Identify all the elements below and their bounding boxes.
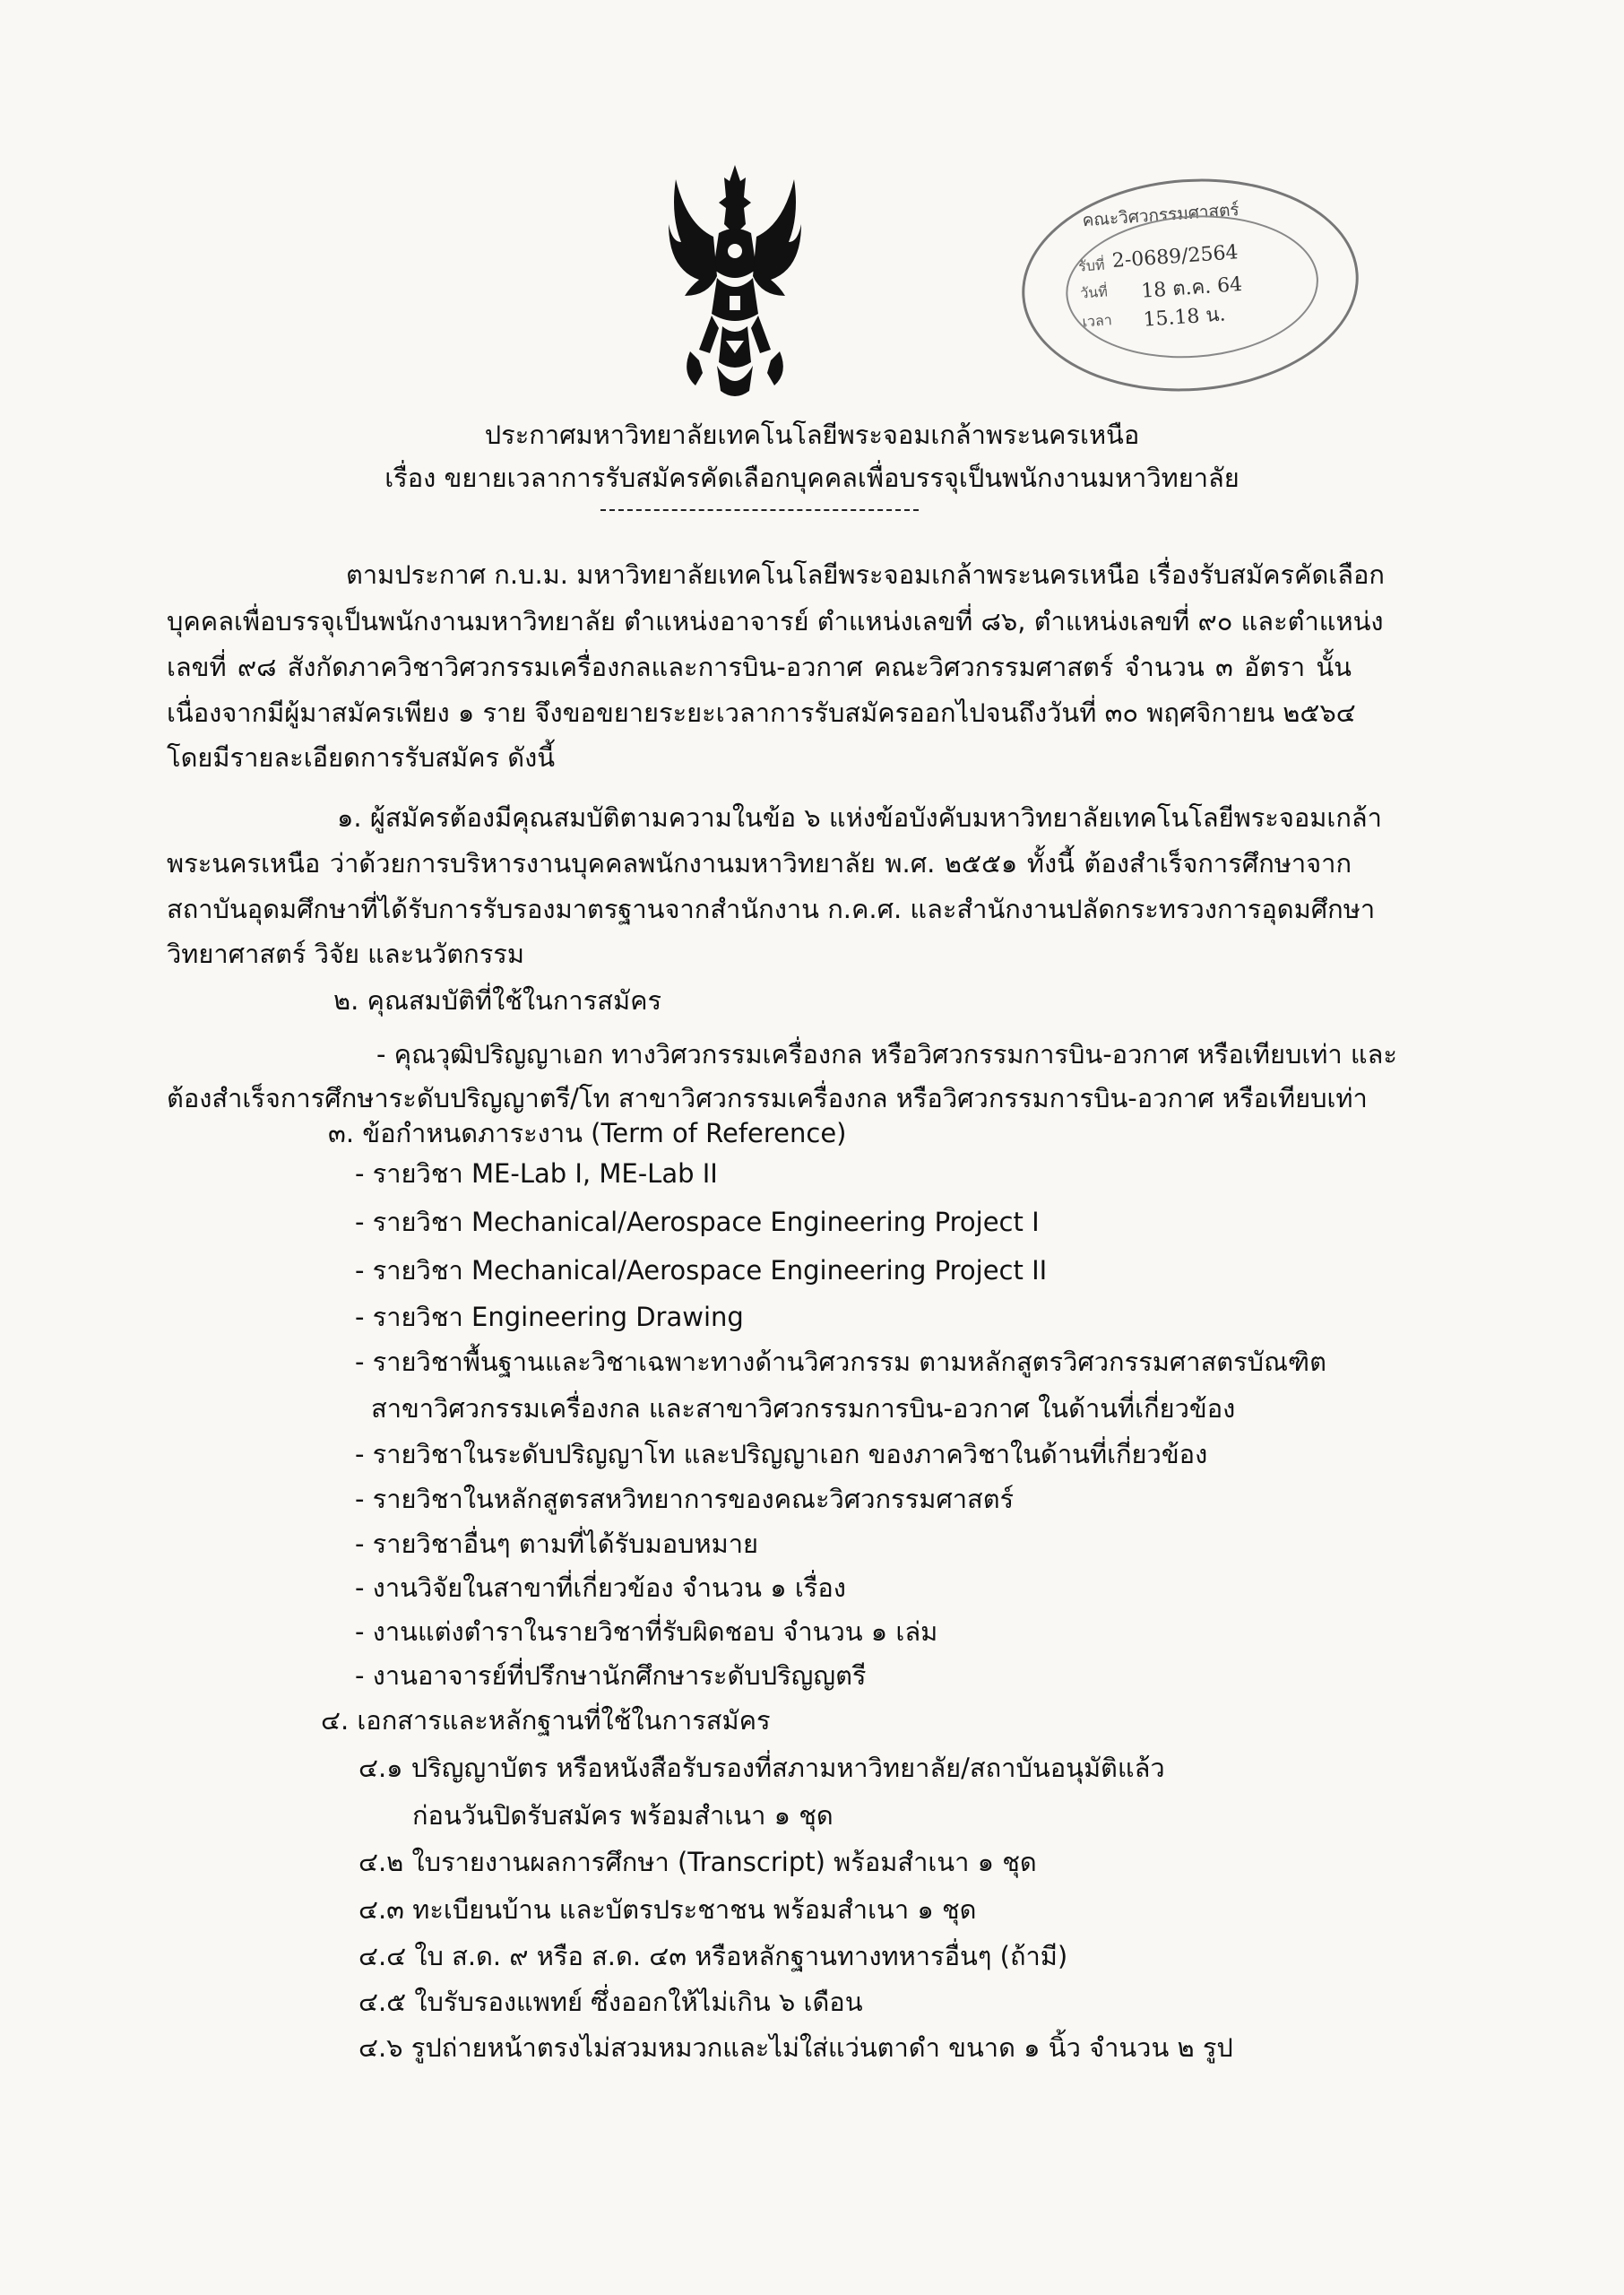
document-item: ๔.๓ ทะเบียนบ้าน และบัตรประชาชน พร้อมสำเนา ๑ ชุด (358, 1894, 977, 1925)
tor-item: - รายวิชา Engineering Drawing (355, 1302, 744, 1332)
section4-heading: ๔. เอกสารและหลักฐานที่ใช้ในการสมัคร (321, 1705, 771, 1736)
tor-item-continued: สาขาวิศวกรรมเครื่องกล และสาขาวิศวกรรมการบิน-อวกาศ ในด้านที่เกี่ยวข้อง (371, 1393, 1236, 1424)
tor-item: - งานวิจัยในสาขาที่เกี่ยวข้อง จำนวน ๑ เรื่อง (355, 1572, 846, 1603)
tor-item: - รายวิชา Mechanical/Aerospace Engineering Project I (355, 1207, 1040, 1237)
document-item: ๔.๒ ใบรายงานผลการศึกษา (Transcript) พร้อมสำเนา ๑ ชุด (358, 1847, 1037, 1877)
title-divider (600, 509, 919, 511)
document-item-continued: ก่อนวันปิดรับสมัคร พร้อมสำเนา ๑ ชุด (412, 1800, 834, 1831)
stamp-date: 18 ต.ค. 64 (1140, 273, 1243, 303)
section1-line: วิทยาศาสตร์ วิจัย และนวัตกรรม (167, 939, 524, 969)
document-item: ๔.๖ รูปถ่ายหน้าตรงไม่สวมหมวกและไม่ใส่แว่นตาดำ ขนาด ๑ นิ้ว จำนวน ๒ รูป (358, 2032, 1233, 2063)
announcement-title: ประกาศมหาวิทยาลัยเทคโนโลยีพระจอมเกล้าพระนครเหนือ (484, 420, 1140, 450)
tor-item: - รายวิชา Mechanical/Aerospace Engineering Project II (355, 1255, 1048, 1286)
tor-item: - รายวิชาอื่นๆ ตามที่ได้รับมอบหมาย (355, 1529, 759, 1559)
stamp-date-label: วันที่ (1079, 282, 1109, 302)
stamp-number: 2-0689/2564 (1111, 241, 1240, 273)
document-item: ๔.๕ ใบรับรองแพทย์ ซึ่งออกให้ไม่เกิน ๖ เดือน (358, 1987, 863, 2017)
intro-line: โดยมีรายละเอียดการรับสมัคร ดังนี้ (167, 742, 556, 773)
stamp-time: 15.18 น. (1142, 303, 1227, 332)
receipt-stamp (1015, 168, 1366, 403)
section1-line: ๑. ผู้สมัครต้องมีคุณสมบัติตามความในข้อ ๖ แห่งข้อบังคับมหาวิทยาลัยเทคโนโลยีพระจอมเกล้า (337, 802, 1382, 833)
announcement-subject: เรื่อง ขยายเวลาการรับสมัครคัดเลือกบุคคลเพื่อบรรจุเป็นพนักงานมหาวิทยาลัย (384, 463, 1240, 493)
stamp-number-label: รับที่ (1077, 255, 1106, 275)
tor-item: - งานอาจารย์ที่ปรึกษานักศึกษาระดับปริญญตรี (355, 1660, 867, 1691)
tor-item: - รายวิชาพื้นฐานและวิชาเฉพาะทางด้านวิศวกรรม ตามหลักสูตรวิศวกรรมศาสตรบัณฑิต (355, 1347, 1326, 1377)
tor-item: - รายวิชา ME-Lab I, ME-Lab II (355, 1158, 718, 1189)
section1-line: สถาบันอุดมศึกษาที่ได้รับการรับรองมาตรฐานจากสำนักงาน ก.ค.ศ. และสำนักงานปลัดกระทรวงการอุดมศึกษา (167, 894, 1376, 924)
section1-line: พระนครเหนือ ว่าด้วยการบริหารงานบุคคลพนักงานมหาวิทยาลัย พ.ศ. ๒๕๕๑ ทั้งนี้ ต้องสำเร็จการศึกษาจาก (167, 848, 1352, 879)
intro-line: เนื่องจากมีผู้มาสมัครเพียง ๑ ราย จึงขอขยายระยะเวลาการรับสมัครออกไปจนถึงวันที่ ๓๐ พฤศจิกายน ๒๕๖๔ (167, 697, 1356, 728)
intro-line: ตามประกาศ ก.บ.ม. มหาวิทยาลัยเทคโนโลยีพระจอมเกล้าพระนครเหนือ เรื่องรับสมัครคัดเลือก (346, 559, 1385, 590)
intro-line: เลขที่ ๙๘ สังกัดภาควิชาวิศวกรรมเครื่องกลและการบิน-อวกาศ คณะวิศวกรรมศาสตร์ จำนวน ๓ อัตรา นั้น (167, 652, 1352, 682)
garuda-emblem-icon (663, 161, 807, 403)
intro-line: บุคคลเพื่อบรรจุเป็นพนักงานมหาวิทยาลัย ตำแหน่งอาจารย์ ตำแหน่งเลขที่ ๘๖, ตำแหน่งเลขที่ ๙๐ และตำแหน่ง (167, 606, 1384, 637)
stamp-org: คณะวิศวกรรมศาสตร์ (1081, 200, 1240, 231)
section3-heading: ๓. ข้อกำหนดภาระงาน (Term of Reference) (328, 1118, 847, 1148)
section2-heading: ๒. คุณสมบัติที่ใช้ในการสมัคร (333, 985, 662, 1016)
stamp-time-label: เวลา (1081, 311, 1113, 331)
tor-item: - งานแต่งตำราในรายวิชาที่รับผิดชอบ จำนวน ๑ เล่ม (355, 1616, 938, 1647)
document-item: ๔.๑ ปริญญาบัตร หรือหนังสือรับรองที่สภามหาวิทยาลัย/สถาบันอนุมัติแล้ว (358, 1753, 1165, 1783)
tor-item: - รายวิชาในหลักสูตรสหวิทยาการของคณะวิศวกรรมศาสตร์ (355, 1484, 1015, 1514)
section2-line: ต้องสำเร็จการศึกษาระดับปริญญาตรี/โท สาขาวิศวกรรมเครื่องกล หรือวิศวกรรมการบิน-อวกาศ หรือเทียบเท่า (167, 1083, 1368, 1113)
tor-item: - รายวิชาในระดับปริญญาโท และปริญญาเอก ของภาควิชาในด้านที่เกี่ยวข้อง (355, 1439, 1208, 1469)
section2-line: - คุณวุฒิปริญญาเอก ทางวิศวกรรมเครื่องกล หรือวิศวกรรมการบิน-อวกาศ หรือเทียบเท่า และ (376, 1039, 1397, 1070)
document-item: ๔.๔ ใบ ส.ด. ๙ หรือ ส.ด. ๔๓ หรือหลักฐานทางทหารอื่นๆ (ถ้ามี) (358, 1941, 1068, 1971)
